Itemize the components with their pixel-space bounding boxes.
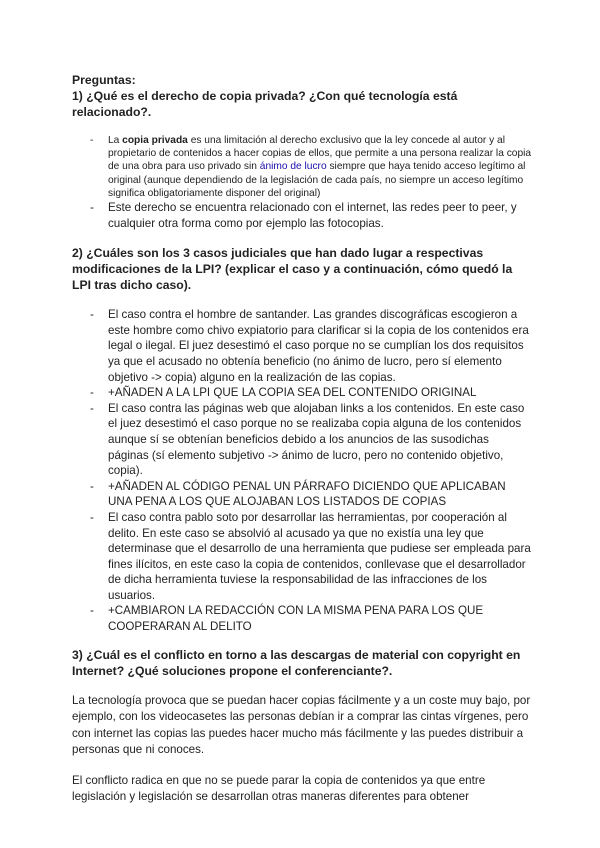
list-item: - El caso contra las páginas web que alojaban links a los contenidos. En este caso el juez desestimó el caso porque no se realizaba copia alguna de los contenidos aunque sí se obtenían beneficios debido a los anuncios de las susodichas páginas (sí elemento subjetivo -> ánimo de lucro, pero no contenido objetivo, copia). — [72, 401, 532, 479]
list-item: - +AÑADEN A LA LPI QUE LA COPIA SEA DEL CONTENIDO ORIGINAL — [72, 385, 532, 401]
list-item: - El caso contra pablo soto por desarrollar las herramientas, por cooperación al delito. En este caso se absolvió al acusado ya que no existía una ley que determinase que el desarrollo de una herramienta que pudiese ser empleada para fines ilícitos, en este caso la copia de contenidos, conllevase que el desarrollador de dicha herramienta tuviese la responsabilidad de las infracciones de los usuarios. — [72, 510, 532, 604]
document-page — [72, 72, 532, 806]
list-item: - El caso contra el hombre de santander. Las grandes discográficas escogieron a este hombre como chivo expiatorio para clarificar si la copia de los contenidos era legal o ilegal. El juez desestimó el caso porque no se cumplían los dos requisitos ya que el acusado no obtenía beneficio (no ánimo de lucro, pero sí elemento objetivo -> copia) alguno en la realización de las copias. — [72, 307, 532, 385]
question-2-list — [72, 307, 532, 634]
question-1-list-cont — [72, 200, 532, 231]
list-item: - +AÑADEN AL CÓDIGO PENAL UN PÁRRAFO DICIENDO QUE APLICABAN UNA PENA A LOS QUE ALOJABAN LOS LISTADOS DE COPIAS — [72, 479, 532, 510]
question-2-heading: 2) ¿Cuáles son los 3 casos judiciales que han dado lugar a respectivas modificaciones de la LPI? (explicar el caso y a continuación, cómo quedó la LPI tras dicho caso). — [72, 246, 513, 293]
item-text-post: siempre que haya tenido acceso legítimo al original (aunque dependiendo de la legislación de cada país, no siempre un acceso legítimo significa obligatoriamente disponer del original) — [108, 161, 526, 199]
item-text-pre: La — [108, 135, 123, 146]
question-3-paragraph-2: El conflicto radica en que no se puede parar la copia de contenidos ya que entre legislación y legislación se desarrollan otras maneras diferentes para obtener — [72, 773, 486, 804]
item-text-mid: es una limitación al derecho exclusivo que la ley concede al autor y al propietario de contenidos a hacer copias de ellos, que permite a una persona realizar la copia de una obra para uso privado sin — [108, 135, 532, 173]
list-item: - Este derecho se encuentra relacionado con el internet, las redes peer to peer, y cualquier otra forma como por ejemplo las fotocopias. — [72, 200, 532, 231]
question-3-paragraph-1: La tecnología provoca que se puedan hacer copias fácilmente y a un coste muy bajo, por ejemplo, con los videocasetes las personas debían ir a comprar las cintas vírgenes, pero con internet las copias las puedes hacer mucho más fácilmente y las puedes distribuir a personas que ni conoces. — [72, 693, 531, 757]
list-item — [72, 134, 532, 200]
question-3-heading: 3) ¿Cuál es el conflicto en torno a las descargas de material con copyright en Internet? ¿Qué soluciones propone el conferenciante?. — [72, 647, 521, 678]
question-1-heading: 1) ¿Qué es el derecho de copia privada? ¿Con qué tecnología está relacionado?. — [72, 89, 458, 119]
animo-de-lucro-link[interactable]: ánimo de lucro — [259, 161, 327, 173]
question-1-list — [72, 134, 532, 200]
list-item: - +CAMBIARON LA REDACCIÓN CON LA MISMA PENA PARA LOS QUE COOPERARAN AL DELITO — [72, 603, 532, 634]
questions-title: Preguntas: — [72, 73, 136, 87]
copia-privada-term: copia privada — [122, 135, 188, 146]
